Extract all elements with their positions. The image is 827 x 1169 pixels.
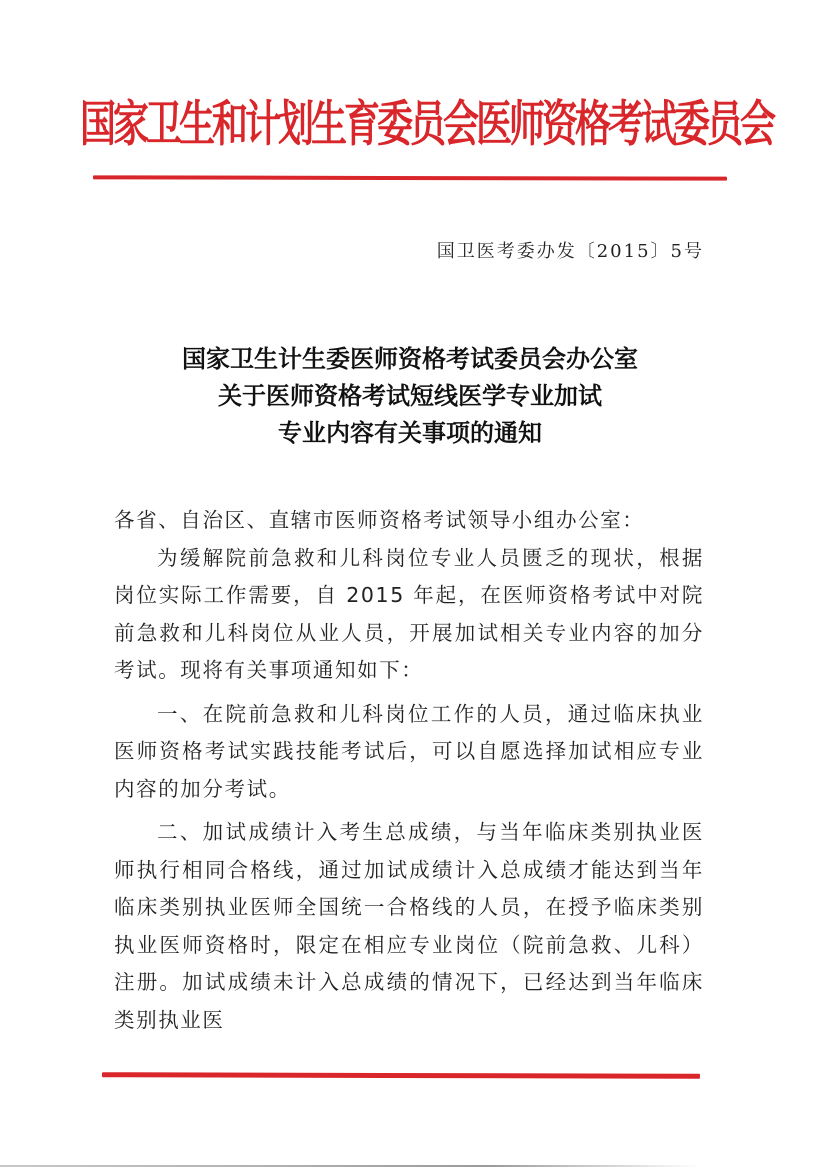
paragraph-item-2: 二、加试成绩计入考生总成绩，与当年临床类别执业医师执行相同合格线，通过加试成绩计入总成绩才能达到当年临床类别执业医师全国统一合格线的人员，在授予临床类别执业医师资格时，限定在相应专业岗位（院前急救、儿科）注册。加试成绩未计入总成绩的情况下，已经达到当年临床类别执业医 xyxy=(114,820,704,1032)
letterhead-red-rule xyxy=(93,175,727,180)
title-line-1: 国家卫生计生委医师资格考试委员会办公室 xyxy=(182,344,638,373)
title-line-3: 专业内容有关事项的通知 xyxy=(278,418,542,447)
paragraph-item-1: 一、在院前急救和儿科岗位工作的人员，通过临床执业医师资格考试实践技能考试后，可以自愿选择加试相应专业内容的加分考试。 xyxy=(114,701,704,801)
document-body xyxy=(114,502,704,1039)
document-number: 国卫医考委办发〔2015〕5号 xyxy=(436,241,704,262)
scan-edge-line xyxy=(0,1165,700,1167)
letterhead-title: 国家卫生和计划生育委员会医师资格考试委员会 xyxy=(80,95,774,153)
document-title xyxy=(100,340,720,451)
title-line-2: 关于医师资格考试短线医学专业加试 xyxy=(218,381,602,410)
paragraph-intro: 为缓解院前急救和儿科岗位专业人员匮乏的现状，根据岗位实际工作需要，自 2015 年起，在医师资格考试中对院前急救和儿科岗位从业人员，开展加试相关专业内容的加分考试。现将有关事项通知如下： xyxy=(114,545,704,682)
salutation: 各省、自治区、直辖市医师资格考试领导小组办公室： xyxy=(114,508,645,532)
footer-red-rule xyxy=(102,1072,700,1079)
